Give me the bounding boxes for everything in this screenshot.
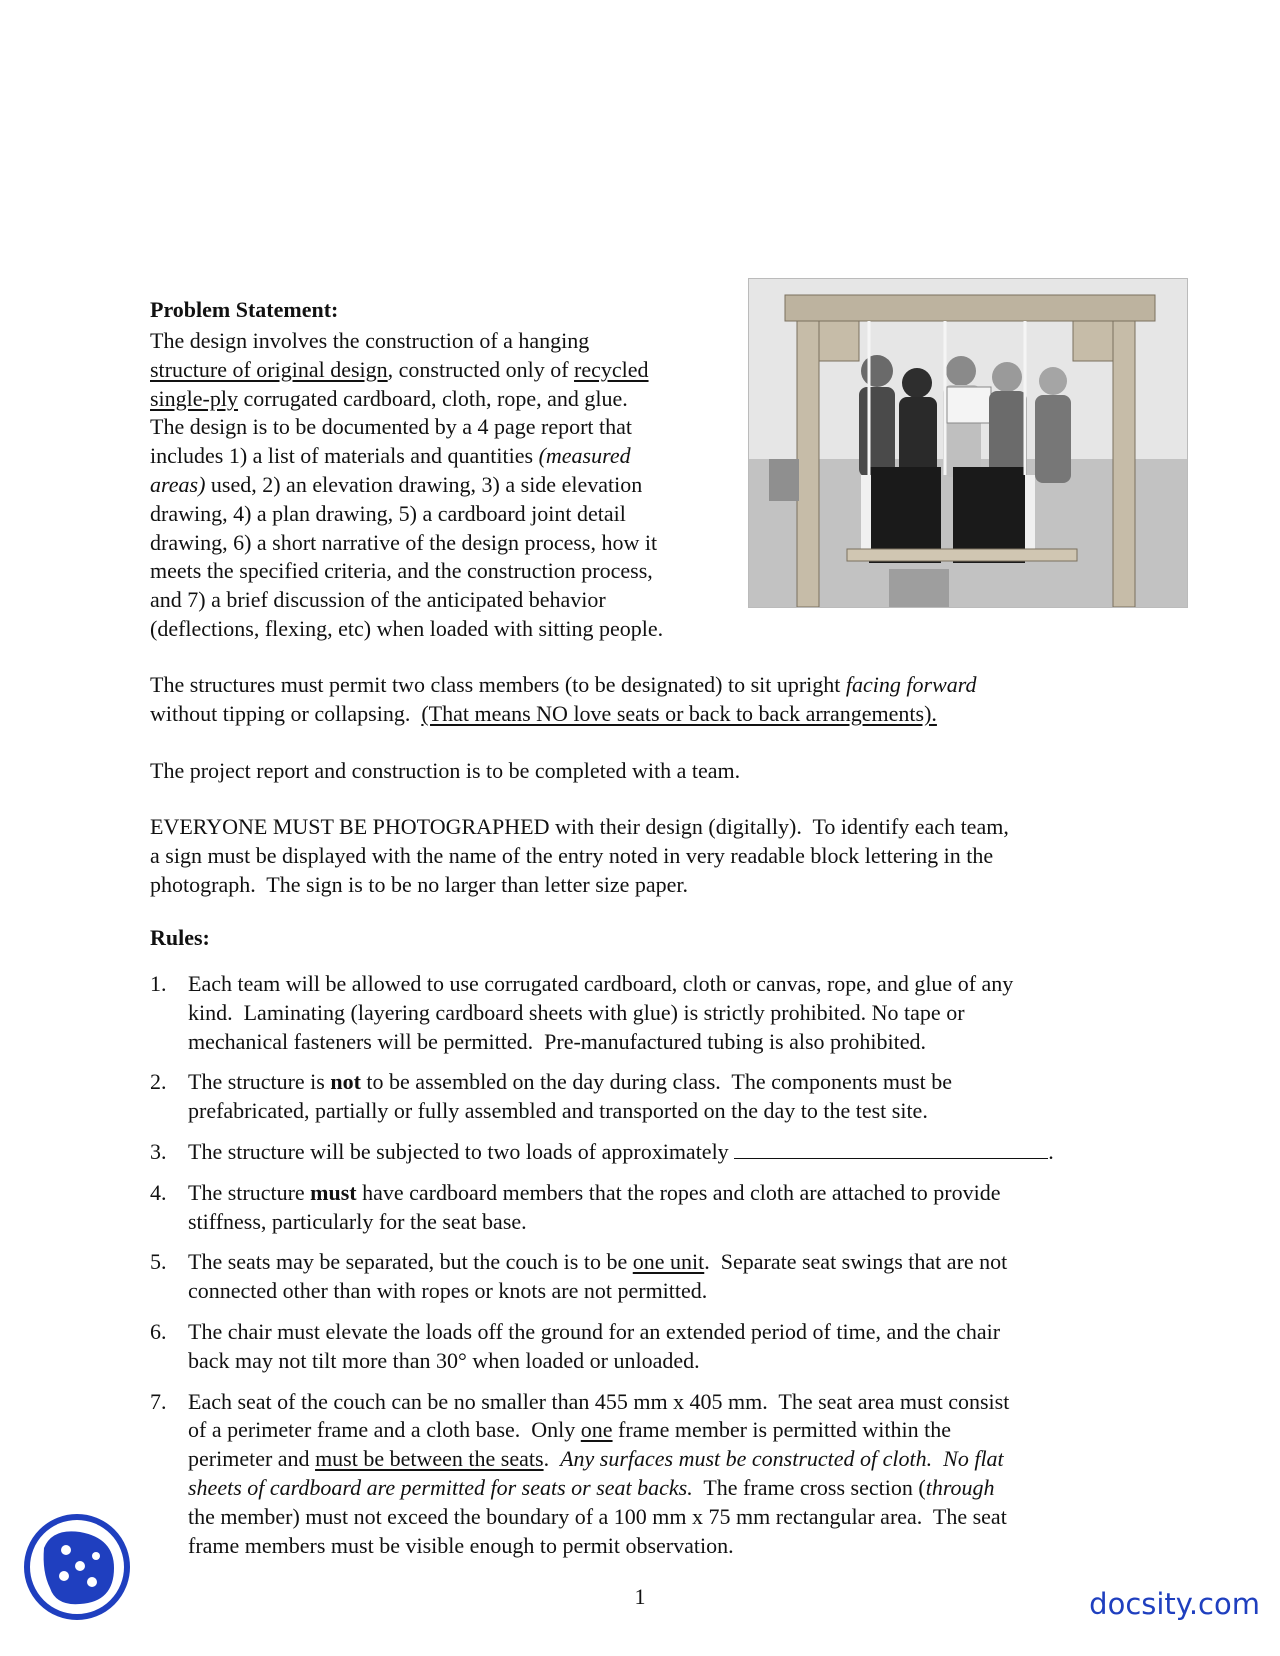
- text-segment: The structures must permit two class members (to be designated) to sit upright: [150, 672, 846, 697]
- text-segment: facing forward: [845, 672, 977, 697]
- team-paragraph: [150, 757, 1150, 786]
- text-line: [188, 1138, 1150, 1167]
- text-segment: meets the specified criteria, and the construction process,: [150, 558, 653, 584]
- text-segment: sheets of cardboard are permitted for seats or seat backs.: [188, 1474, 693, 1500]
- text-segment: The seats may be separated, but the couch is to be: [188, 1249, 633, 1275]
- text-line: [150, 700, 1150, 729]
- text-segment: drawing, 6) a short narrative of the design process, how it: [150, 529, 658, 555]
- text-segment: must: [310, 1179, 357, 1205]
- docsity-logo-icon: [22, 1512, 132, 1622]
- text-segment: perimeter and: [188, 1446, 316, 1472]
- text-segment: through: [925, 1474, 995, 1500]
- text-segment: back may not tilt more than 30° when loaded or unloaded.: [188, 1347, 700, 1373]
- text-segment: must be between the seats: [315, 1446, 544, 1472]
- text-line: [150, 327, 740, 356]
- text-line: [188, 1416, 1150, 1445]
- text-line: [150, 842, 1170, 871]
- rule-number: 6.: [150, 1318, 167, 1344]
- text-line: [188, 1068, 1150, 1097]
- text-segment: and 7) a brief discussion of the anticipated behavior: [150, 587, 606, 613]
- rule-text: [188, 1388, 1150, 1561]
- text-segment: .: [1048, 1138, 1054, 1164]
- problem-statement-body: [150, 327, 740, 644]
- text-segment: prefabricated, partially or fully assembled and transported on the day to the test site.: [188, 1098, 928, 1124]
- text-segment: not: [330, 1069, 361, 1095]
- text-line: [188, 999, 1150, 1028]
- rule-item: [150, 1068, 1150, 1126]
- text-line: [188, 1347, 1150, 1376]
- text-line: [150, 757, 1150, 786]
- text-segment: areas): [150, 471, 206, 497]
- text-segment: The project report and construction is to be completed with a team.: [150, 758, 741, 783]
- text-line: [188, 1445, 1150, 1474]
- seating-requirement-paragraph: [150, 671, 1150, 729]
- text-line: [150, 586, 740, 615]
- text-segment: EVERYONE MUST BE PHOTOGRAPHED with their design (digitally). To identify each team,: [150, 814, 1009, 839]
- text-segment: . Separate seat swings that are not: [704, 1249, 1008, 1275]
- text-segment: (measured: [538, 443, 631, 469]
- rule-item: [150, 970, 1150, 1056]
- text-line: [150, 813, 1170, 842]
- rule-text: [188, 1138, 1150, 1167]
- text-line: [188, 1318, 1150, 1347]
- rule-item: [150, 1179, 1150, 1237]
- text-segment: Each team will be allowed to use corrugated cardboard, cloth or canvas, rope, and glue of any: [188, 971, 1014, 996]
- text-segment: The structure: [188, 1179, 311, 1205]
- text-segment: the member) must not exceed the boundary of a 100 mm x 75 mm rectangular area. The seat: [188, 1503, 1007, 1529]
- text-segment: corrugated cardboard, cloth, rope, and glue.: [238, 385, 628, 411]
- text-segment: drawing, 4) a plan drawing, 5) a cardboard joint detail: [150, 500, 626, 526]
- text-line: [188, 1532, 1150, 1561]
- rule-text: [188, 1248, 1150, 1306]
- rule-number: 2.: [150, 1069, 167, 1095]
- text-segment: includes 1) a list of materials and quantities: [150, 443, 539, 469]
- rule-text: [188, 1068, 1150, 1126]
- text-segment: used, 2) an elevation drawing, 3) a side elevation: [205, 471, 643, 497]
- rule-text: [188, 1179, 1150, 1237]
- text-segment: The structure will be subjected to two loads of approximately: [188, 1138, 735, 1164]
- text-segment: The design involves the construction of a hanging: [150, 328, 590, 353]
- text-line: [188, 1179, 1150, 1208]
- text-segment: kind. Laminating (layering cardboard sheets with glue) is strictly prohibited. No tape or: [188, 999, 965, 1025]
- fill-in-blank: [734, 1138, 1048, 1159]
- text-line: [188, 970, 1150, 999]
- text-segment: mechanical fasteners will be permitted. Pre-manufactured tubing is also prohibited.: [188, 1028, 926, 1054]
- text-segment: structure of original design: [150, 356, 388, 382]
- text-line: [150, 356, 740, 385]
- rule-text: [188, 1318, 1150, 1376]
- text-segment: Each seat of the couch can be no smaller than 455 mm x 405 mm. The seat area must consist: [188, 1388, 1010, 1414]
- text-segment: one: [580, 1417, 613, 1443]
- rule-number: 7.: [150, 1388, 167, 1414]
- text-line: [150, 615, 740, 644]
- text-segment: one unit: [632, 1249, 705, 1275]
- text-line: [188, 1028, 1150, 1057]
- text-line: [188, 1097, 1150, 1126]
- text-segment: The design is to be documented by a 4 page report that: [150, 414, 633, 440]
- text-line: [150, 442, 740, 471]
- text-line: [150, 500, 740, 529]
- rule-number: 5.: [150, 1249, 167, 1275]
- text-segment: single-ply: [150, 385, 238, 411]
- page-number: 1: [634, 1584, 646, 1609]
- text-line: [188, 1474, 1150, 1503]
- rule-text: [188, 970, 1150, 1056]
- rule-item: [150, 1318, 1150, 1376]
- text-segment: .: [543, 1446, 561, 1472]
- text-line: [150, 413, 740, 442]
- text-segment: (deflections, flexing, etc) when loaded with sitting people.: [150, 615, 664, 641]
- text-line: [188, 1208, 1150, 1237]
- team-photo: [748, 278, 1188, 608]
- text-segment: to be assembled on the day during class. The components must be: [360, 1069, 952, 1095]
- text-segment: stiffness, particularly for the seat base.: [188, 1208, 527, 1234]
- text-segment: Any surfaces must be constructed of cloth. No flat: [560, 1446, 1004, 1472]
- rules-heading: Rules:: [150, 925, 210, 950]
- text-segment: The frame cross section (: [692, 1474, 926, 1500]
- text-segment: The structure is: [188, 1069, 331, 1095]
- rules-list: [150, 970, 1150, 1572]
- team-photo-illustration: [749, 279, 1187, 607]
- text-line: [188, 1388, 1150, 1417]
- text-line: [188, 1277, 1150, 1306]
- text-line: [150, 471, 740, 500]
- text-line: [188, 1503, 1150, 1532]
- text-segment: of a perimeter frame and a cloth base. Only: [188, 1417, 581, 1443]
- problem-statement-section: [150, 296, 740, 644]
- rule-number: 3.: [150, 1138, 167, 1164]
- text-line: [150, 671, 1150, 700]
- text-segment: (That means NO love seats or back to back arrangements).: [421, 700, 937, 726]
- text-segment: recycled: [574, 356, 649, 382]
- rule-item: [150, 1248, 1150, 1306]
- text-line: [188, 1248, 1150, 1277]
- text-segment: The chair must elevate the loads off the ground for an extended period of time, and the chair: [188, 1318, 1001, 1344]
- text-segment: , constructed only of: [387, 356, 575, 382]
- brand-link[interactable]: docsity.com: [1089, 1587, 1260, 1621]
- text-segment: frame members must be visible enough to permit observation.: [188, 1532, 734, 1558]
- text-segment: without tipping or collapsing.: [150, 700, 422, 726]
- photograph-paragraph: [150, 813, 1170, 899]
- rule-item: [150, 1138, 1150, 1167]
- text-segment: have cardboard members that the ropes and cloth are attached to provide: [356, 1179, 1001, 1205]
- text-line: [150, 385, 740, 414]
- rule-item: [150, 1388, 1150, 1561]
- text-line: [150, 529, 740, 558]
- rule-number: 1.: [150, 971, 167, 996]
- text-segment: a sign must be displayed with the name of the entry noted in very readable block lettering in the: [150, 842, 994, 868]
- text-line: [150, 871, 1170, 900]
- problem-statement-heading: Problem Statement:: [150, 297, 339, 322]
- text-segment: connected other than with ropes or knots are not permitted.: [188, 1278, 708, 1304]
- text-segment: photograph. The sign is to be no larger than letter size paper.: [150, 871, 689, 897]
- text-line: [150, 557, 740, 586]
- rule-number: 4.: [150, 1179, 167, 1205]
- text-segment: frame member is permitted within the: [612, 1417, 952, 1443]
